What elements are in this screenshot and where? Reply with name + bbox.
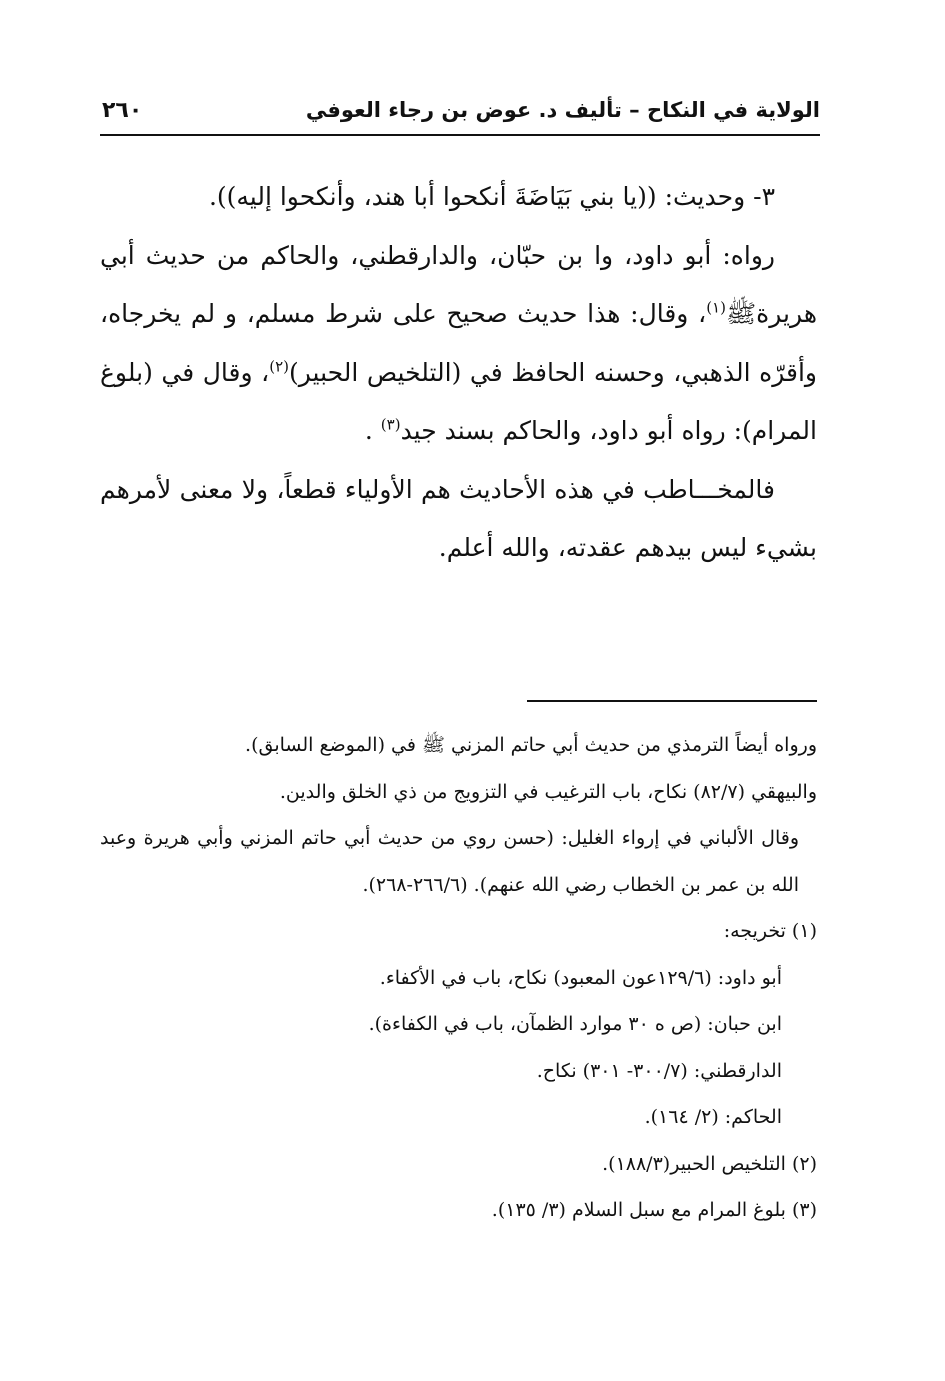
footnote-line: والبيهقي (٨٢/٧) نكاح، باب الترغيب في التزويج من ذي الخلق والدين. bbox=[279, 780, 817, 803]
hadith-paragraph bbox=[100, 168, 817, 227]
page-header bbox=[100, 96, 820, 136]
narration-text-4: . bbox=[364, 416, 381, 445]
footnote-line: الدارقطني: (٣٠٠/٧- ٣٠١) نكاح. bbox=[536, 1059, 782, 1082]
narration-text-2: ، وقال: هذا حديث صحيح على شرط مسلم، و لم يخرجاه، وأقرّه الذهبي، وحسنه الحافظ في (التلخيص الحبير) bbox=[100, 299, 817, 387]
footnote-line: الحاكم: (٢/ ١٦٤). bbox=[644, 1106, 782, 1128]
conclusion-text: فالمخـــاطب في هذه الأحاديث هم الأولياء قطعاً، ولا معنى لأمرهم بشيء ليس بيدهم عقدته، والله أعلم. bbox=[100, 474, 817, 562]
running-title: الولاية في النكاح – تأليف د. عوض بن رجاء العوفي bbox=[305, 98, 820, 122]
footnote-line: (٢) التلخيص الحبير(١٨٨/٣). bbox=[602, 1152, 817, 1175]
footnotes bbox=[100, 722, 817, 1234]
main-text bbox=[100, 168, 817, 578]
page-number: ٢٦٠ bbox=[102, 98, 143, 123]
footnote-line: وقال الألباني في إرواء الغليل: (حسن روي من حديث أبي حاتم المزني وأبي هريرة وعبد الله بن عمر بن الخطاب رضي الله عنهم). (٢٦٦/٦-٢٦٨). bbox=[100, 827, 799, 896]
footnote-line: ورواه أيضاً الترمذي من حديث أبي حاتم المزني ﷺ في (الموضع السابق). bbox=[245, 734, 817, 756]
footnote-ref-2: (٢) bbox=[269, 357, 289, 376]
footnote-ref-1: (١) bbox=[706, 298, 726, 317]
narration-text-3: ، وقال في (بلوغ المرام): رواه أبو داود، والحاكم بسند جيد bbox=[100, 357, 817, 445]
hadith-text: ٣- وحديث: ((يا بني بَيَاضَةَ أنكحوا أبا هند، وأنكحوا إليه)). bbox=[208, 182, 775, 211]
narration-text-1: رواه: أبو داود، وا بن حبّان، والدارقطني، والحاكم من حديث أبي هريرةﷺ bbox=[100, 240, 817, 328]
footnote-line: ابن حبان: (ص ه ٣٠ موارد الظمآن، باب في الكفاءة). bbox=[368, 1013, 782, 1035]
conclusion-paragraph bbox=[100, 461, 817, 578]
footnote-heading: (١) تخريجه: bbox=[723, 920, 817, 942]
footnote-line: (٣) بلوغ المرام مع سبل السلام (٣/ ١٣٥). bbox=[491, 1199, 817, 1221]
footnote-divider bbox=[527, 700, 817, 702]
narration-paragraph bbox=[100, 227, 817, 461]
footnote-ref-3: (٣) bbox=[380, 415, 401, 434]
footnote-line: أبو داود: (١٢٩/٦عون المعبود) نكاح، باب في الأكفاء. bbox=[379, 966, 782, 989]
